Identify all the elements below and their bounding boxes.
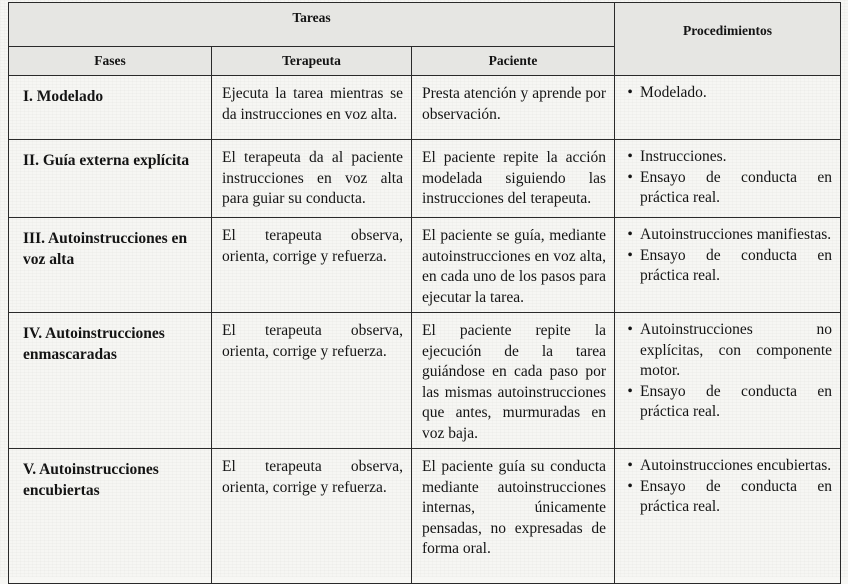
header-fases: Fases: [9, 47, 212, 76]
list-item: • Autoinstrucciones no explícitas, con componente motor.: [623, 320, 832, 382]
table-row: [9, 313, 841, 449]
phases-table: [8, 2, 841, 584]
bullet-icon: •: [627, 84, 633, 101]
header-paciente: Paciente: [412, 47, 615, 76]
terapeuta-cell: El terapeuta observa, orienta, corrige y refuerza.: [212, 449, 412, 584]
table-row: [9, 218, 841, 313]
phase-cell: V. Autoinstrucciones encubiertas: [9, 449, 212, 584]
phase-cell: I. Modelado: [9, 76, 212, 140]
bullet-icon: •: [627, 477, 633, 495]
terapeuta-cell: El terapeuta observa, orienta, corrige y refuerza.: [212, 313, 412, 449]
phase-cell: IV. Autoinstrucciones enmascaradas: [9, 313, 212, 449]
bullet-icon: •: [627, 226, 633, 243]
list-item: • Ensayo de conducta en práctica real.: [623, 477, 832, 518]
list-item: • Autoinstrucciones encubiertas.: [623, 456, 832, 477]
phase-cell: III. Autoinstrucciones en voz alta: [9, 218, 212, 313]
procedimientos-cell: [615, 218, 841, 313]
table-row: [9, 76, 841, 140]
bullet-icon: •: [627, 321, 633, 338]
list-item: • Ensayo de conducta en práctica real.: [623, 382, 832, 423]
header-terapeuta: Terapeuta: [212, 47, 412, 76]
bullet-icon: •: [627, 168, 633, 186]
procedimientos-cell: [615, 313, 841, 449]
procedimientos-cell: [615, 76, 841, 140]
procedimientos-cell: [615, 449, 841, 584]
paciente-cell: El paciente se guía, mediante autoinstrucciones en voz alta, en cada uno de los pasos para ejecutar la tarea.: [412, 218, 615, 313]
paciente-cell: El paciente repite la acción modelada siguiendo las instrucciones del terapeuta.: [412, 140, 615, 218]
terapeuta-cell: El terapeuta da al paciente instrucciones en voz alta para guiar su conducta.: [212, 140, 412, 218]
procedimientos-cell: [615, 140, 841, 218]
terapeuta-cell: Ejecuta la tarea mientras se da instrucciones en voz alta.: [212, 76, 412, 140]
header-procedimientos: Procedimientos: [615, 3, 841, 76]
bullet-icon: •: [627, 457, 633, 474]
bullet-icon: •: [627, 382, 633, 400]
paciente-cell: Presta atención y aprende por observación.: [412, 76, 615, 140]
paciente-cell: El paciente guía su conducta mediante autoinstrucciones internas, únicamente pensadas, no expresadas de forma oral.: [412, 449, 615, 584]
list-item: • Ensayo de conducta en práctica real.: [623, 168, 832, 209]
list-item: • Instrucciones.: [623, 147, 832, 168]
bullet-icon: •: [627, 148, 633, 165]
list-item: • Ensayo de conducta en práctica real.: [623, 246, 832, 287]
list-item: • Modelado.: [623, 83, 832, 104]
table-row: [9, 449, 841, 584]
header-tareas: Tareas: [9, 3, 615, 47]
terapeuta-cell: El terapeuta observa, orienta, corrige y refuerza.: [212, 218, 412, 313]
table-row: [9, 140, 841, 218]
paciente-cell: El paciente repite la ejecución de la tarea guiándose en cada paso por las mismas autoinstrucciones que antes, murmuradas en voz baja.: [412, 313, 615, 449]
phase-cell: II. Guía externa explícita: [9, 140, 212, 218]
list-item: • Autoinstrucciones manifiestas.: [623, 225, 832, 246]
bullet-icon: •: [627, 246, 633, 264]
